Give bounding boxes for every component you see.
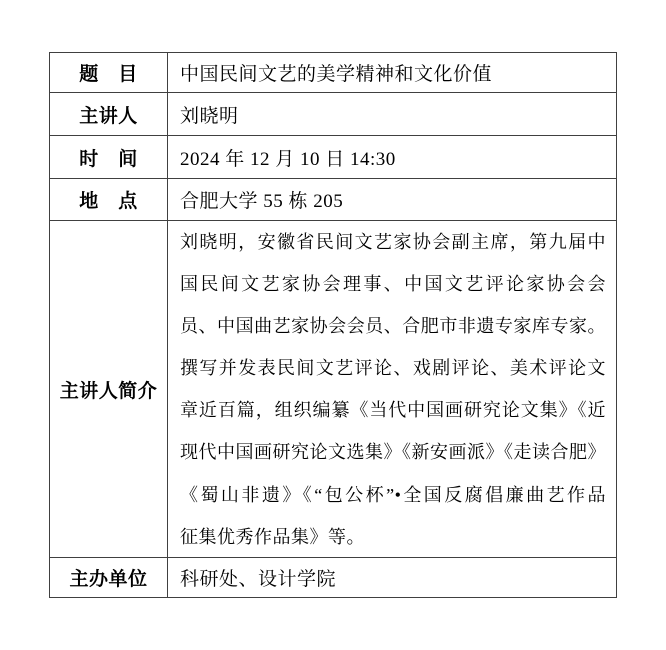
row-label-title: 题 目 xyxy=(50,53,168,93)
bio-line: 现代中国画研究论文选集》《新安画派》《走读合肥》 xyxy=(180,442,606,463)
bio-line: 国民间文艺家协会理事、中国文艺评论家协会会 xyxy=(180,274,606,295)
bio-line: 《蜀山非遗》《“包公杯”•全国反腐倡廉曲艺作品 xyxy=(180,484,606,505)
bio-line: 征集优秀作品集》等。 xyxy=(180,526,365,547)
row-value-time: 2024 年 12 月 10 日 14:30 xyxy=(168,136,616,179)
row-label-location: 地 点 xyxy=(50,179,168,221)
row-value-organizer: 科研处、设计学院 xyxy=(180,569,337,590)
row-label-time: 时 间 xyxy=(50,136,168,179)
row-value-speaker: 刘晓明 xyxy=(168,93,616,136)
lecture-info-table xyxy=(49,52,617,598)
row-label-speaker-bio: 主讲人简介 xyxy=(50,221,168,558)
bio-line: 章近百篇，组织编纂《当代中国画研究论文集》《近 xyxy=(180,400,606,421)
row-label-organizer: 主办单位 xyxy=(50,558,168,597)
row-value-title: 中国民间文艺的美学精神和文化价值 xyxy=(168,53,616,93)
bio-line: 刘晓明，安徽省民间文艺家协会副主席，第九届中 xyxy=(180,232,606,252)
row-value-location: 合肥大学 55 栋 205 xyxy=(168,179,616,221)
bio-line: 员、中国曲艺家协会会员、合肥市非遗专家库专家。 xyxy=(180,316,606,337)
bio-line: 撰写并发表民间文艺评论、戏剧评论、美术评论文 xyxy=(180,358,606,379)
row-label-speaker: 主讲人 xyxy=(50,93,168,136)
row-value-speaker-bio xyxy=(168,221,616,558)
